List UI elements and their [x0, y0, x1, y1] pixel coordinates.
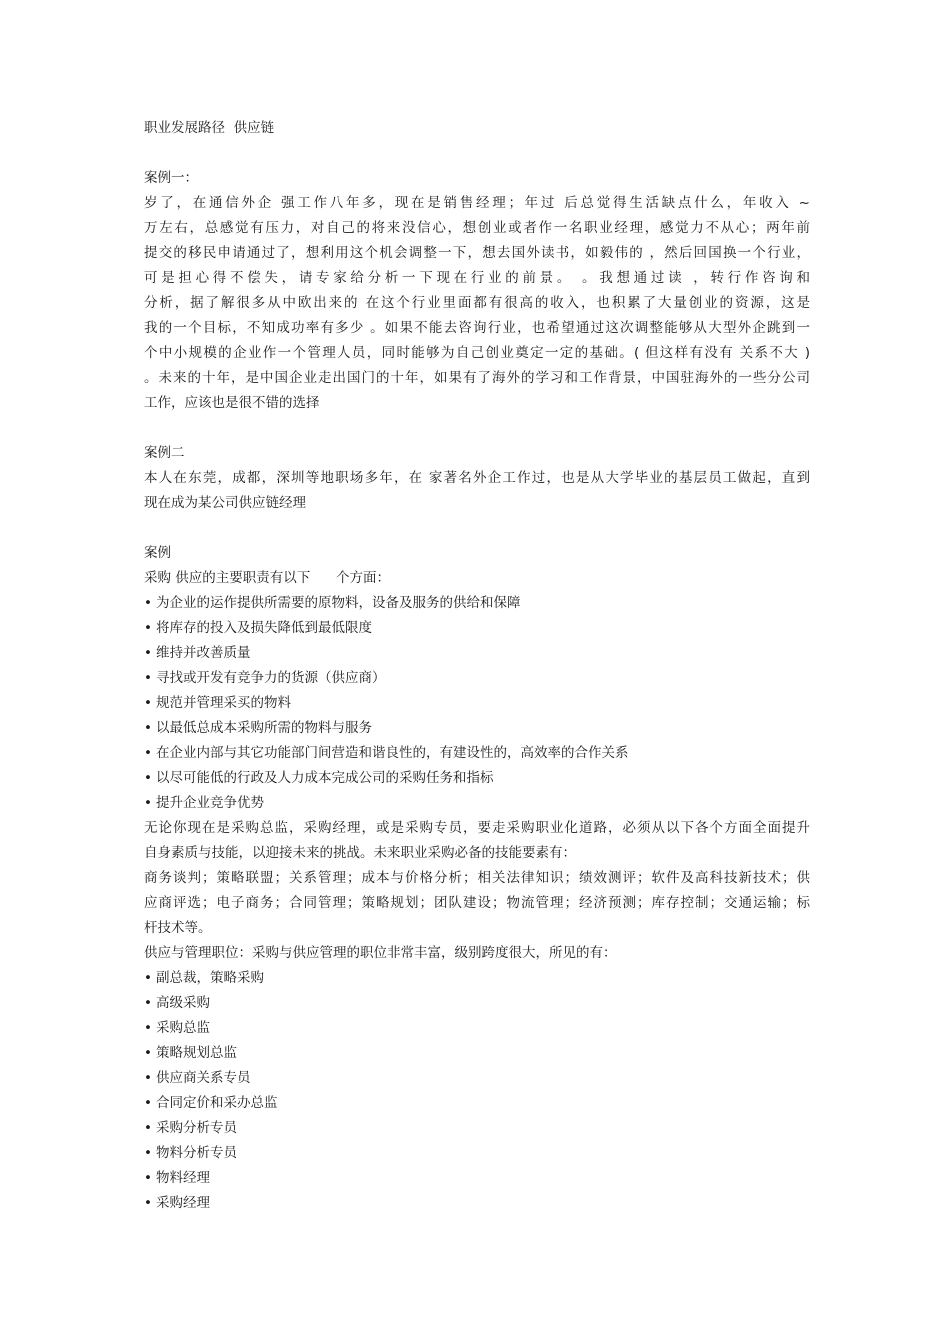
document-page: [144, 116, 810, 1216]
list-item: [144, 691, 810, 716]
case1-line: 万左右，总感觉有压力，对自己的将来没信心，想创业或者作一名职业经理，感觉力不从心；两年前: [144, 220, 810, 236]
bullet-icon: •: [144, 970, 152, 986]
case2-heading: 案例二: [144, 445, 185, 461]
bullet-icon: •: [144, 720, 152, 736]
skills-intro-line: 无论你现在是采购总监，采购经理，或是采购专员，要走采购职业化道路，必须从以下各个方面全面提升: [144, 820, 810, 836]
spacer: [144, 416, 810, 441]
list-item-text: 将库存的投入及损失降低到最低限度: [156, 620, 372, 636]
list-item-text: 采购总监: [156, 1020, 210, 1036]
bullet-icon: •: [144, 745, 152, 761]
list-item: [144, 766, 810, 791]
document-title: 职业发展路径 供应链: [144, 120, 275, 136]
list-item-text: 副总裁，策略采购: [156, 970, 264, 986]
bullet-icon: •: [144, 1095, 152, 1111]
bullet-icon: •: [144, 1020, 152, 1036]
bullet-icon: •: [144, 620, 152, 636]
skills-line: 商务谈判；策略联盟；关系管理；成本与价格分析；相关法律知识；绩效测评；软件及高科技新技术；供: [144, 870, 810, 886]
skills-line: 应商评选；电子商务；合同管理；策略规划；团队建设；物流管理；经济预测；库存控制；交通运输；标: [144, 895, 810, 911]
list-item-text: 维持并改善质量: [156, 645, 251, 661]
list-item: [144, 1116, 810, 1141]
list-item: [144, 1166, 810, 1191]
positions-list: [144, 966, 810, 1216]
bullet-icon: •: [144, 1170, 152, 1186]
list-item-text: 以尽可能低的行政及人力成本完成公司的采购任务和指标: [156, 770, 494, 786]
list-item-text: 合同定价和采办总监: [156, 1095, 278, 1111]
list-item: [144, 591, 810, 616]
duties-intro: 采购 供应的主要职责有以下 个方面：: [144, 570, 391, 586]
bullet-icon: •: [144, 670, 152, 686]
bullet-icon: •: [144, 1120, 152, 1136]
list-item-text: 以最低总成本采购所需的物料与服务: [156, 720, 372, 736]
list-item: [144, 966, 810, 991]
bullet-icon: •: [144, 795, 152, 811]
list-item-text: 策略规划总监: [156, 1045, 237, 1061]
spacer: [144, 141, 810, 166]
bullet-icon: •: [144, 1195, 152, 1211]
list-item: [144, 791, 810, 816]
spacer: [144, 516, 810, 541]
list-item: [144, 1066, 810, 1091]
list-item-text: 寻找或开发有竞争力的货源（供应商）: [156, 670, 386, 686]
list-item: [144, 1016, 810, 1041]
case2-line: 现在成为某公司供应链经理: [144, 495, 306, 511]
list-item-text: 高级采购: [156, 995, 210, 1011]
bullet-icon: •: [144, 995, 152, 1011]
duties-list: [144, 591, 810, 816]
list-item: [144, 741, 810, 766]
list-item: [144, 1091, 810, 1116]
list-item-text: 规范并管理采买的物料: [156, 695, 291, 711]
bullet-icon: •: [144, 645, 152, 661]
case1-line: 提交的移民申请通过了，想利用这个机会调整一下，想去国外读书，如毅伟的 ，然后回国换一个行业，: [144, 245, 810, 261]
bullet-icon: •: [144, 695, 152, 711]
list-item: [144, 616, 810, 641]
case1-line: 个中小规模的企业作一个管理人员，同时能够为自己创业奠定一定的基础。( 但这样有没有 关系不大 ): [144, 345, 810, 361]
bullet-icon: •: [144, 595, 152, 611]
list-item: [144, 1041, 810, 1066]
list-item-text: 采购经理: [156, 1195, 210, 1211]
case3-heading: 案例: [144, 545, 171, 561]
skills-intro-line: 自身素质与技能，以迎接未来的挑战。未来职业采购必备的技能要素有：: [144, 845, 576, 861]
list-item: [144, 666, 810, 691]
case1-line: 分析，据了解很多从中欧出来的 在这个行业里面都有很高的收入，也积累了大量创业的资源，这是: [144, 295, 810, 311]
bullet-icon: •: [144, 770, 152, 786]
list-item: [144, 641, 810, 666]
case1-line: 。未来的十年，是中国企业走出国门的十年，如果有了海外的学习和工作背景，中国驻海外的一些分公司: [144, 370, 810, 386]
list-item-text: 物料经理: [156, 1170, 210, 1186]
list-item: [144, 991, 810, 1016]
list-item-text: 供应商关系专员: [156, 1070, 251, 1086]
list-item-text: 在企业内部与其它功能部门间营造和谐良性的，有建设性的，高效率的合作关系: [156, 745, 629, 761]
skills-line: 杆技术等。: [144, 920, 212, 936]
bullet-icon: •: [144, 1045, 152, 1061]
case1-line: 我的一个目标，不知成功率有多少 。如果不能去咨询行业，也希望通过这次调整能够从大型外企跳到一: [144, 320, 810, 336]
bullet-icon: •: [144, 1070, 152, 1086]
list-item-text: 为企业的运作提供所需要的原物料，设备及服务的供给和保障: [156, 595, 521, 611]
list-item: [144, 1191, 810, 1216]
case1-heading: 案例一：: [144, 170, 198, 186]
case2-line: 本人在东莞，成都，深圳等地职场多年，在 家著名外企工作过，也是从大学毕业的基层员工做起，直到: [144, 470, 810, 486]
list-item: [144, 1141, 810, 1166]
case1-line: 工作，应该也是很不错的选择: [144, 395, 320, 411]
list-item-text: 提升企业竞争优势: [156, 795, 264, 811]
bullet-icon: •: [144, 1145, 152, 1161]
list-item: [144, 716, 810, 741]
positions-intro: 供应与管理职位：采购与供应管理的职位非常丰富，级别跨度很大，所见的有：: [144, 945, 617, 961]
case1-line: 岁了，在通信外企 强工作八年多，现在是销售经理；年过 后总觉得生活缺点什么，年收入 ~: [144, 195, 810, 211]
list-item-text: 物料分析专员: [156, 1145, 237, 1161]
list-item-text: 采购分析专员: [156, 1120, 237, 1136]
case1-line: 可是担心得不偿失，请专家给分析一下现在行业的前景。 。我想通过读 ，转行作咨询和: [144, 270, 810, 286]
